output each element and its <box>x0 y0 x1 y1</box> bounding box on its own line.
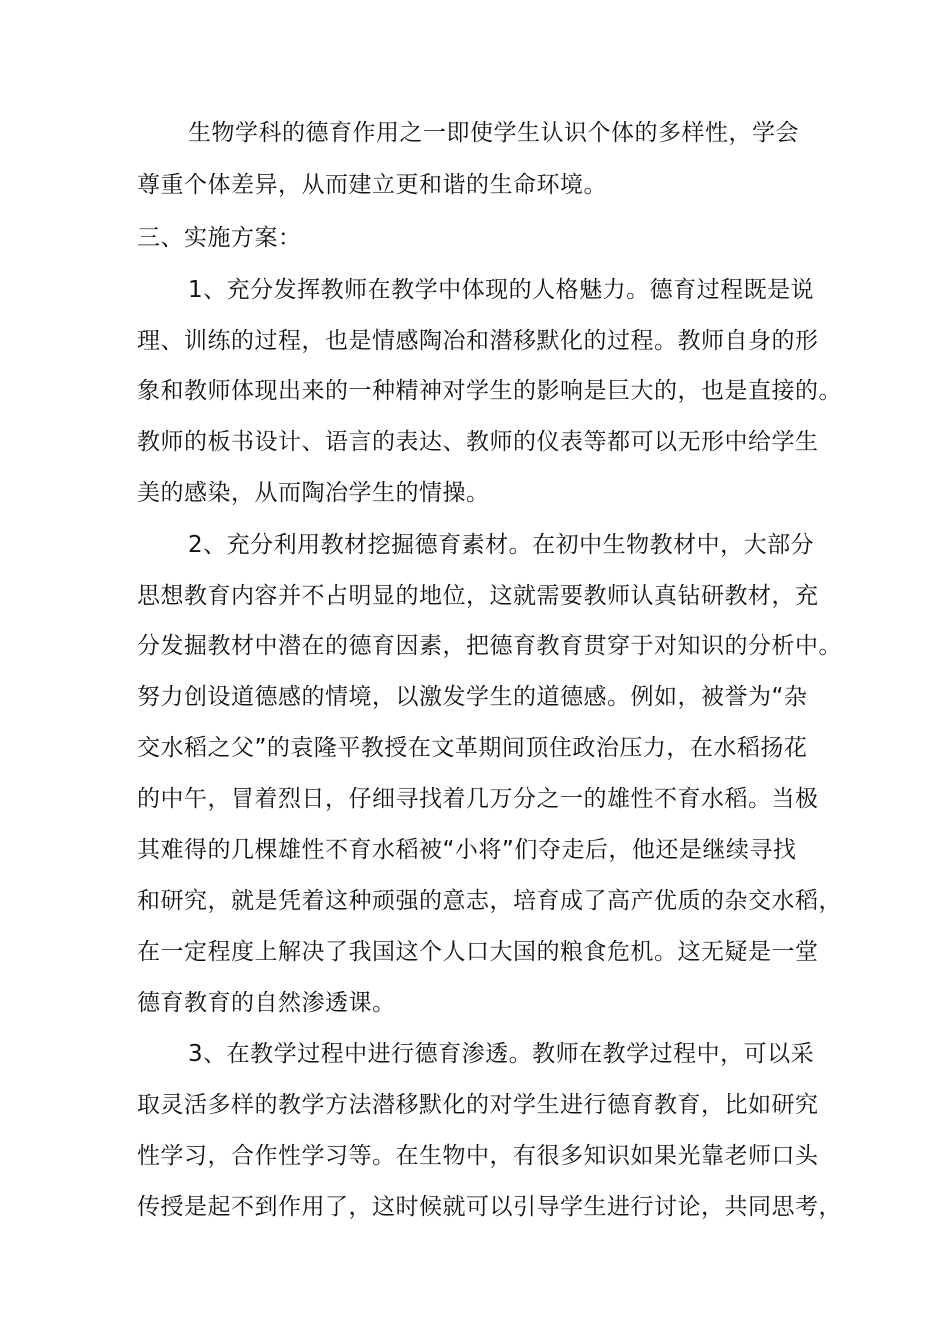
paragraph-line: 1、充分发挥教师在教学中体现的人格魅力。德育过程既是说 <box>188 277 815 303</box>
paragraph-line: 分发掘教材中潜在的德育因素，把德育教育贯穿于对知识的分析中。 <box>137 633 842 659</box>
paragraph-line: 德育教育的自然渗透课。 <box>137 990 396 1016</box>
paragraph-line: 在一定程度上解决了我国这个人口大国的粮食危机。这无疑是一堂 <box>137 939 819 965</box>
paragraph-line: 理、训练的过程，也是情感陶冶和潜移默化的过程。教师自身的形 <box>137 328 819 354</box>
paragraph-line: 教师的板书设计、语言的表达、教师的仪表等都可以无形中给学生 <box>137 429 819 455</box>
paragraph-line: 思想教育内容并不占明显的地位，这就需要教师认真钻研教材，充 <box>137 583 819 609</box>
paragraph-line: 传授是起不到作用了，这时候就可以引导学生进行讨论，共同思考， <box>137 1194 842 1220</box>
paragraph-line: 美的感染，从而陶冶学生的情操。 <box>137 480 490 506</box>
paragraph-line: 取灵活多样的教学方法潜移默化的对学生进行德育教育，比如研究 <box>137 1092 819 1118</box>
paragraph-line: 其难得的几棵雄性不育水稻被“小将”们夺走后，他还是继续寻找 <box>137 837 797 863</box>
paragraph-line: 和研究，就是凭着这种顽强的意志，培育成了高产优质的杂交水稻， <box>137 888 842 914</box>
paragraph-line: 尊重个体差异，从而建立更和谐的生命环境。 <box>137 172 607 198</box>
paragraph-line: 2、充分利用教材挖掘德育素材。在初中生物教材中，大部分 <box>188 532 815 558</box>
paragraph-line: 3、在教学过程中进行德育渗透。教师在教学过程中，可以采 <box>188 1041 815 1067</box>
paragraph-line: 努力创设道德感的情境，以激发学生的道德感。例如，被誉为“杂 <box>137 684 808 710</box>
paragraph-line: 的中午，冒着烈日，仔细寻找着几万分之一的雄性不育水稻。当极 <box>137 786 819 812</box>
paragraph-line: 交水稻之父”的袁隆平教授在文革期间顶住政治压力，在水稻扬花 <box>137 735 808 761</box>
paragraph-line: 性学习，合作性学习等。在生物中，有很多知识如果光靠老师口头 <box>137 1143 819 1169</box>
paragraph-line: 象和教师体现出来的一种精神对学生的影响是巨大的，也是直接的。 <box>137 378 842 404</box>
section-heading: 三、实施方案： <box>137 225 302 251</box>
paragraph-line: 生物学科的德育作用之一即使学生认识个体的多样性，学会 <box>188 120 799 146</box>
